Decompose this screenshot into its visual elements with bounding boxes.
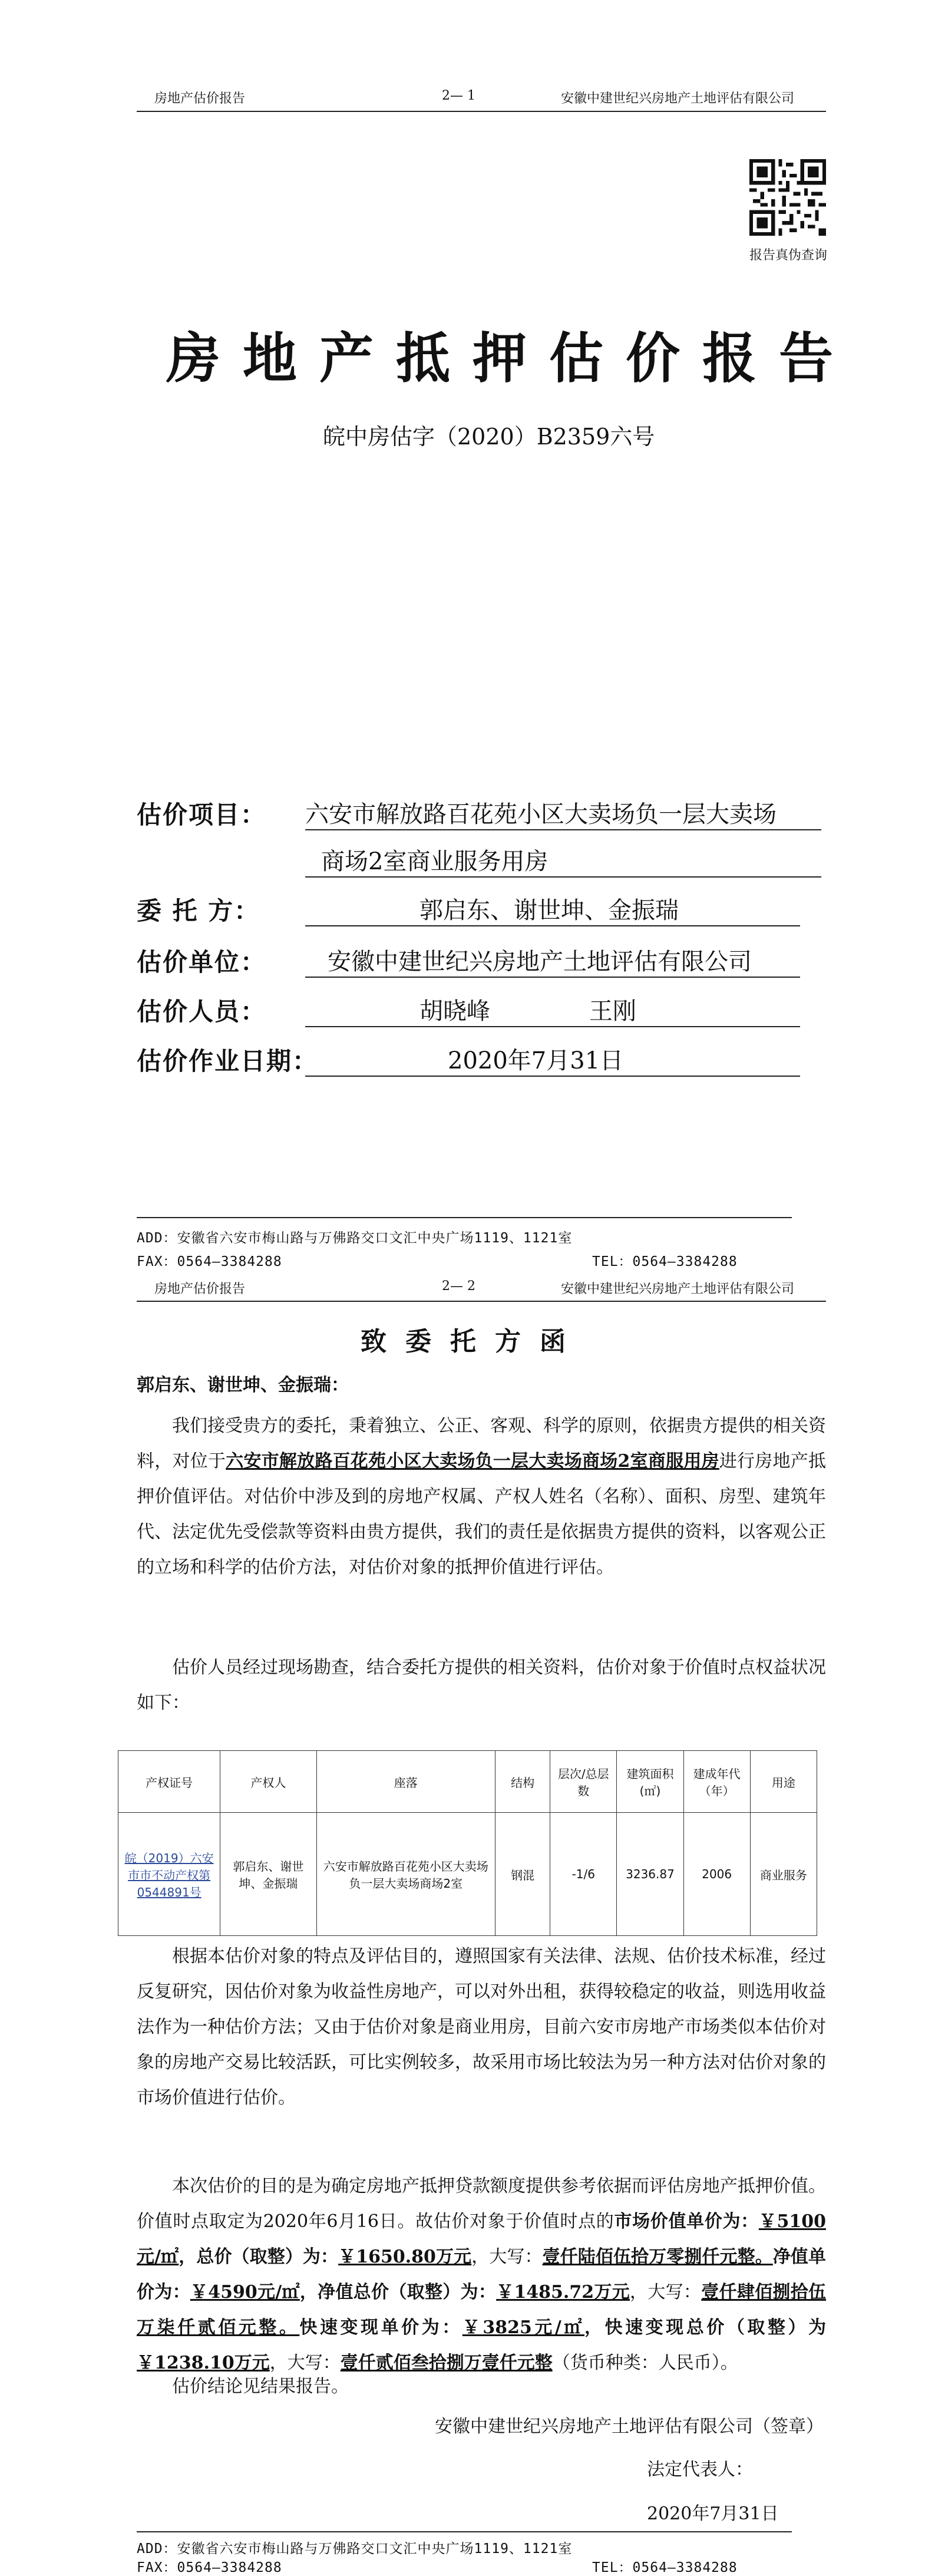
field-underline xyxy=(305,977,800,978)
table-row xyxy=(118,1813,817,1936)
market-total-price: ￥1650.80万元 xyxy=(338,2247,472,2267)
quick-unit-price: ￥3825元/㎡ xyxy=(462,2317,584,2338)
market-unit-label: 市场价值单价为： xyxy=(614,2211,759,2232)
market-total-label: ，总价（取整）为： xyxy=(179,2247,339,2267)
column-header: 建成年代（年） xyxy=(683,1751,750,1813)
paragraph-5-text: 估价结论见结果报告。 xyxy=(172,2376,349,2397)
qr-code-icon[interactable] xyxy=(749,159,826,236)
table-header-row xyxy=(118,1751,817,1813)
net-unit-price: ￥4590元/㎡ xyxy=(190,2282,300,2303)
field-label-project: 估价项目： xyxy=(137,800,267,829)
letter-title: 致委托方函 xyxy=(361,1327,584,1357)
field-underline xyxy=(305,876,821,878)
footer-address: ADD：安徽省六安市梅山路与万佛路交口文汇中央广场1119、1121室 xyxy=(137,2541,573,2557)
field-value-project-cont: 商场2室商业服务用房 xyxy=(321,848,549,875)
signature-date: 2020年7月31日 xyxy=(647,2504,779,2524)
column-header: 层次/总层数 xyxy=(550,1751,617,1813)
signature-company: 安徽中建世纪兴房地产土地评估有限公司（签章） xyxy=(435,2416,824,2437)
field-label-staff: 估价人员： xyxy=(137,997,267,1026)
field-label-client: 委 托 方： xyxy=(137,896,260,925)
footer-tel: TEL：0564—3384288 xyxy=(592,2560,738,2575)
report-number: 皖中房估字（2020）B2359六号 xyxy=(323,424,655,450)
field-underline xyxy=(305,1026,800,1027)
paragraph-1-text-a: 我们接受贵方的委托，秉着独立、公正、客观、科学的原则，依据贵方提供的相关资料，对位于 xyxy=(137,1416,826,1472)
column-header: 产权证号 xyxy=(118,1751,220,1813)
table-cell-floor: -1/6 xyxy=(550,1813,617,1936)
quick-total-capital: 壹仟贰佰叁拾捌万壹仟元整 xyxy=(340,2353,553,2373)
footer-fax: FAX：0564—3384288 xyxy=(137,1254,282,1269)
table-cell-owner: 郭启东、谢世坤、金振瑞 xyxy=(220,1813,316,1936)
field-value-unit: 安徽中建世纪兴房地产土地评估有限公司 xyxy=(328,948,752,975)
market-total-capital: 壹仟陆佰伍拾万零捌仟元整。 xyxy=(542,2247,773,2267)
footer-fax: FAX：0564—3384288 xyxy=(137,2560,282,2575)
footer-tel: TEL：0564—3384288 xyxy=(592,1254,738,1269)
table-cell-usage: 商业服务 xyxy=(750,1813,817,1936)
property-address: 六安市解放路百花苑小区大卖场负一层大卖场商场2室商服用房 xyxy=(226,1451,719,1472)
header-left: 房地产估价报告 xyxy=(154,91,246,106)
field-underline xyxy=(305,925,800,926)
letter-salutation: 郭启东、谢世坤、金振瑞： xyxy=(137,1375,349,1396)
field-value-staff-2: 王刚 xyxy=(589,998,636,1025)
field-value-date: 2020年7月31日 xyxy=(448,1047,624,1074)
header-right: 安徽中建世纪兴房地产土地评估有限公司 xyxy=(561,1282,795,1297)
column-header: 用途 xyxy=(750,1751,817,1813)
field-underline xyxy=(305,829,821,830)
capital-label: ，大写： xyxy=(471,2247,543,2267)
footer-rule xyxy=(137,1217,792,1218)
quick-total-price: ￥1238.10万元 xyxy=(137,2353,270,2373)
header-page-number: 2— 1 xyxy=(442,88,475,103)
quick-unit-label: 快速变现单价为： xyxy=(299,2317,462,2338)
report-title: 房地产抵押估价报告 xyxy=(166,326,856,390)
paragraph-1-text-b: 进行房地产抵押价值评估。对估价中涉及到的房地产权属、产权人姓名（名称）、面积、房型、建筑年代、法定优先受偿款等资料由贵方提供，我们的责任是依据贵方提供的资料，以客观公正的立场和科学的估价方法，对估价对象的抵押价值进行评估。 xyxy=(137,1451,827,1578)
field-label-date: 估价作业日期： xyxy=(137,1047,319,1076)
table-cell-year: 2006 xyxy=(683,1813,750,1936)
column-header: 结构 xyxy=(495,1751,550,1813)
net-total-label: ，净值总价（取整）为： xyxy=(299,2282,497,2303)
column-header: 产权人 xyxy=(220,1751,316,1813)
net-total-capital: 壹仟肆佰捌拾伍万柒仟贰佰元整。 xyxy=(137,2282,827,2338)
paragraph-4-text: 本次估价的目的是为确定房地产抵押贷款额度提供参考依据而评估房地产抵押价值。价值时点取定为2020年6月16日。故估价对象于价值时点的 xyxy=(137,2176,826,2232)
net-total-price: ￥1485.72万元 xyxy=(496,2282,630,2303)
field-underline xyxy=(305,1076,800,1077)
paragraph-3-text: 根据本估价对象的特点及评估目的，遵照国家有关法律、法规、估价技术标准，经过反复研究，因估价对象为收益性房地产，可以对外出租，获得较稳定的收益，则选用收益法作为一种估价方法；又由于估价对象是商业用房，目前六安市房地产市场类似本估价对象的房地产交易比较活跃，可比实例较多，故采用市场比较法为另一种方法对估价对象的市场价值进行估价。 xyxy=(137,1946,826,2108)
signature-representative: 法定代表人： xyxy=(647,2459,753,2480)
table-cell-structure: 钢混 xyxy=(495,1813,550,1936)
paragraph-1 xyxy=(137,1409,826,1585)
property-table xyxy=(118,1750,817,1936)
qr-caption: 报告真伪查询 xyxy=(749,248,828,263)
currency-note: （货币种类：人民币）。 xyxy=(552,2353,738,2373)
header-rule xyxy=(137,111,826,112)
capital-label: ，大写： xyxy=(269,2353,341,2373)
capital-label: ，大写： xyxy=(630,2282,702,2303)
field-value-client: 郭启东、谢世坤、金振瑞 xyxy=(419,897,679,924)
paragraph-2 xyxy=(137,1650,826,1721)
header-right: 安徽中建世纪兴房地产土地评估有限公司 xyxy=(561,91,795,106)
paragraph-5 xyxy=(137,2369,826,2405)
net-unit-label: 净值单价为： xyxy=(137,2247,827,2303)
footer-rule xyxy=(137,2531,792,2532)
paragraph-2-text: 估价人员经过现场勘查，结合委托方提供的相关资料，估价对象于价值时点权益状况如下： xyxy=(137,1657,826,1713)
field-value-staff-1: 胡晓峰 xyxy=(419,998,490,1025)
quick-total-label: ，快速变现总价（取整）为 xyxy=(584,2317,827,2338)
paragraph-3 xyxy=(137,1939,826,2116)
table-cell-cert-no[interactable]: 皖（2019）六安市市不动产权第0544891号 xyxy=(118,1813,220,1936)
header-rule xyxy=(137,1301,826,1302)
market-unit-price: ￥5100元/㎡ xyxy=(137,2211,827,2267)
header-left: 房地产估价报告 xyxy=(154,1282,246,1297)
field-label-unit: 估价单位： xyxy=(137,948,267,977)
footer-address: ADD：安徽省六安市梅山路与万佛路交口文汇中央广场1119、1121室 xyxy=(137,1231,573,1246)
header-page-number: 2— 2 xyxy=(442,1279,475,1294)
table-cell-location: 六安市解放路百花苑小区大卖场负一层大卖场商场2室 xyxy=(316,1813,495,1936)
paragraph-4 xyxy=(137,2169,826,2381)
table-cell-area: 3236.87 xyxy=(617,1813,683,1936)
column-header: 座落 xyxy=(316,1751,495,1813)
field-value-project: 六安市解放路百花苑小区大卖场负一层大卖场 xyxy=(305,801,777,828)
column-header: 建筑面积(㎡) xyxy=(617,1751,683,1813)
